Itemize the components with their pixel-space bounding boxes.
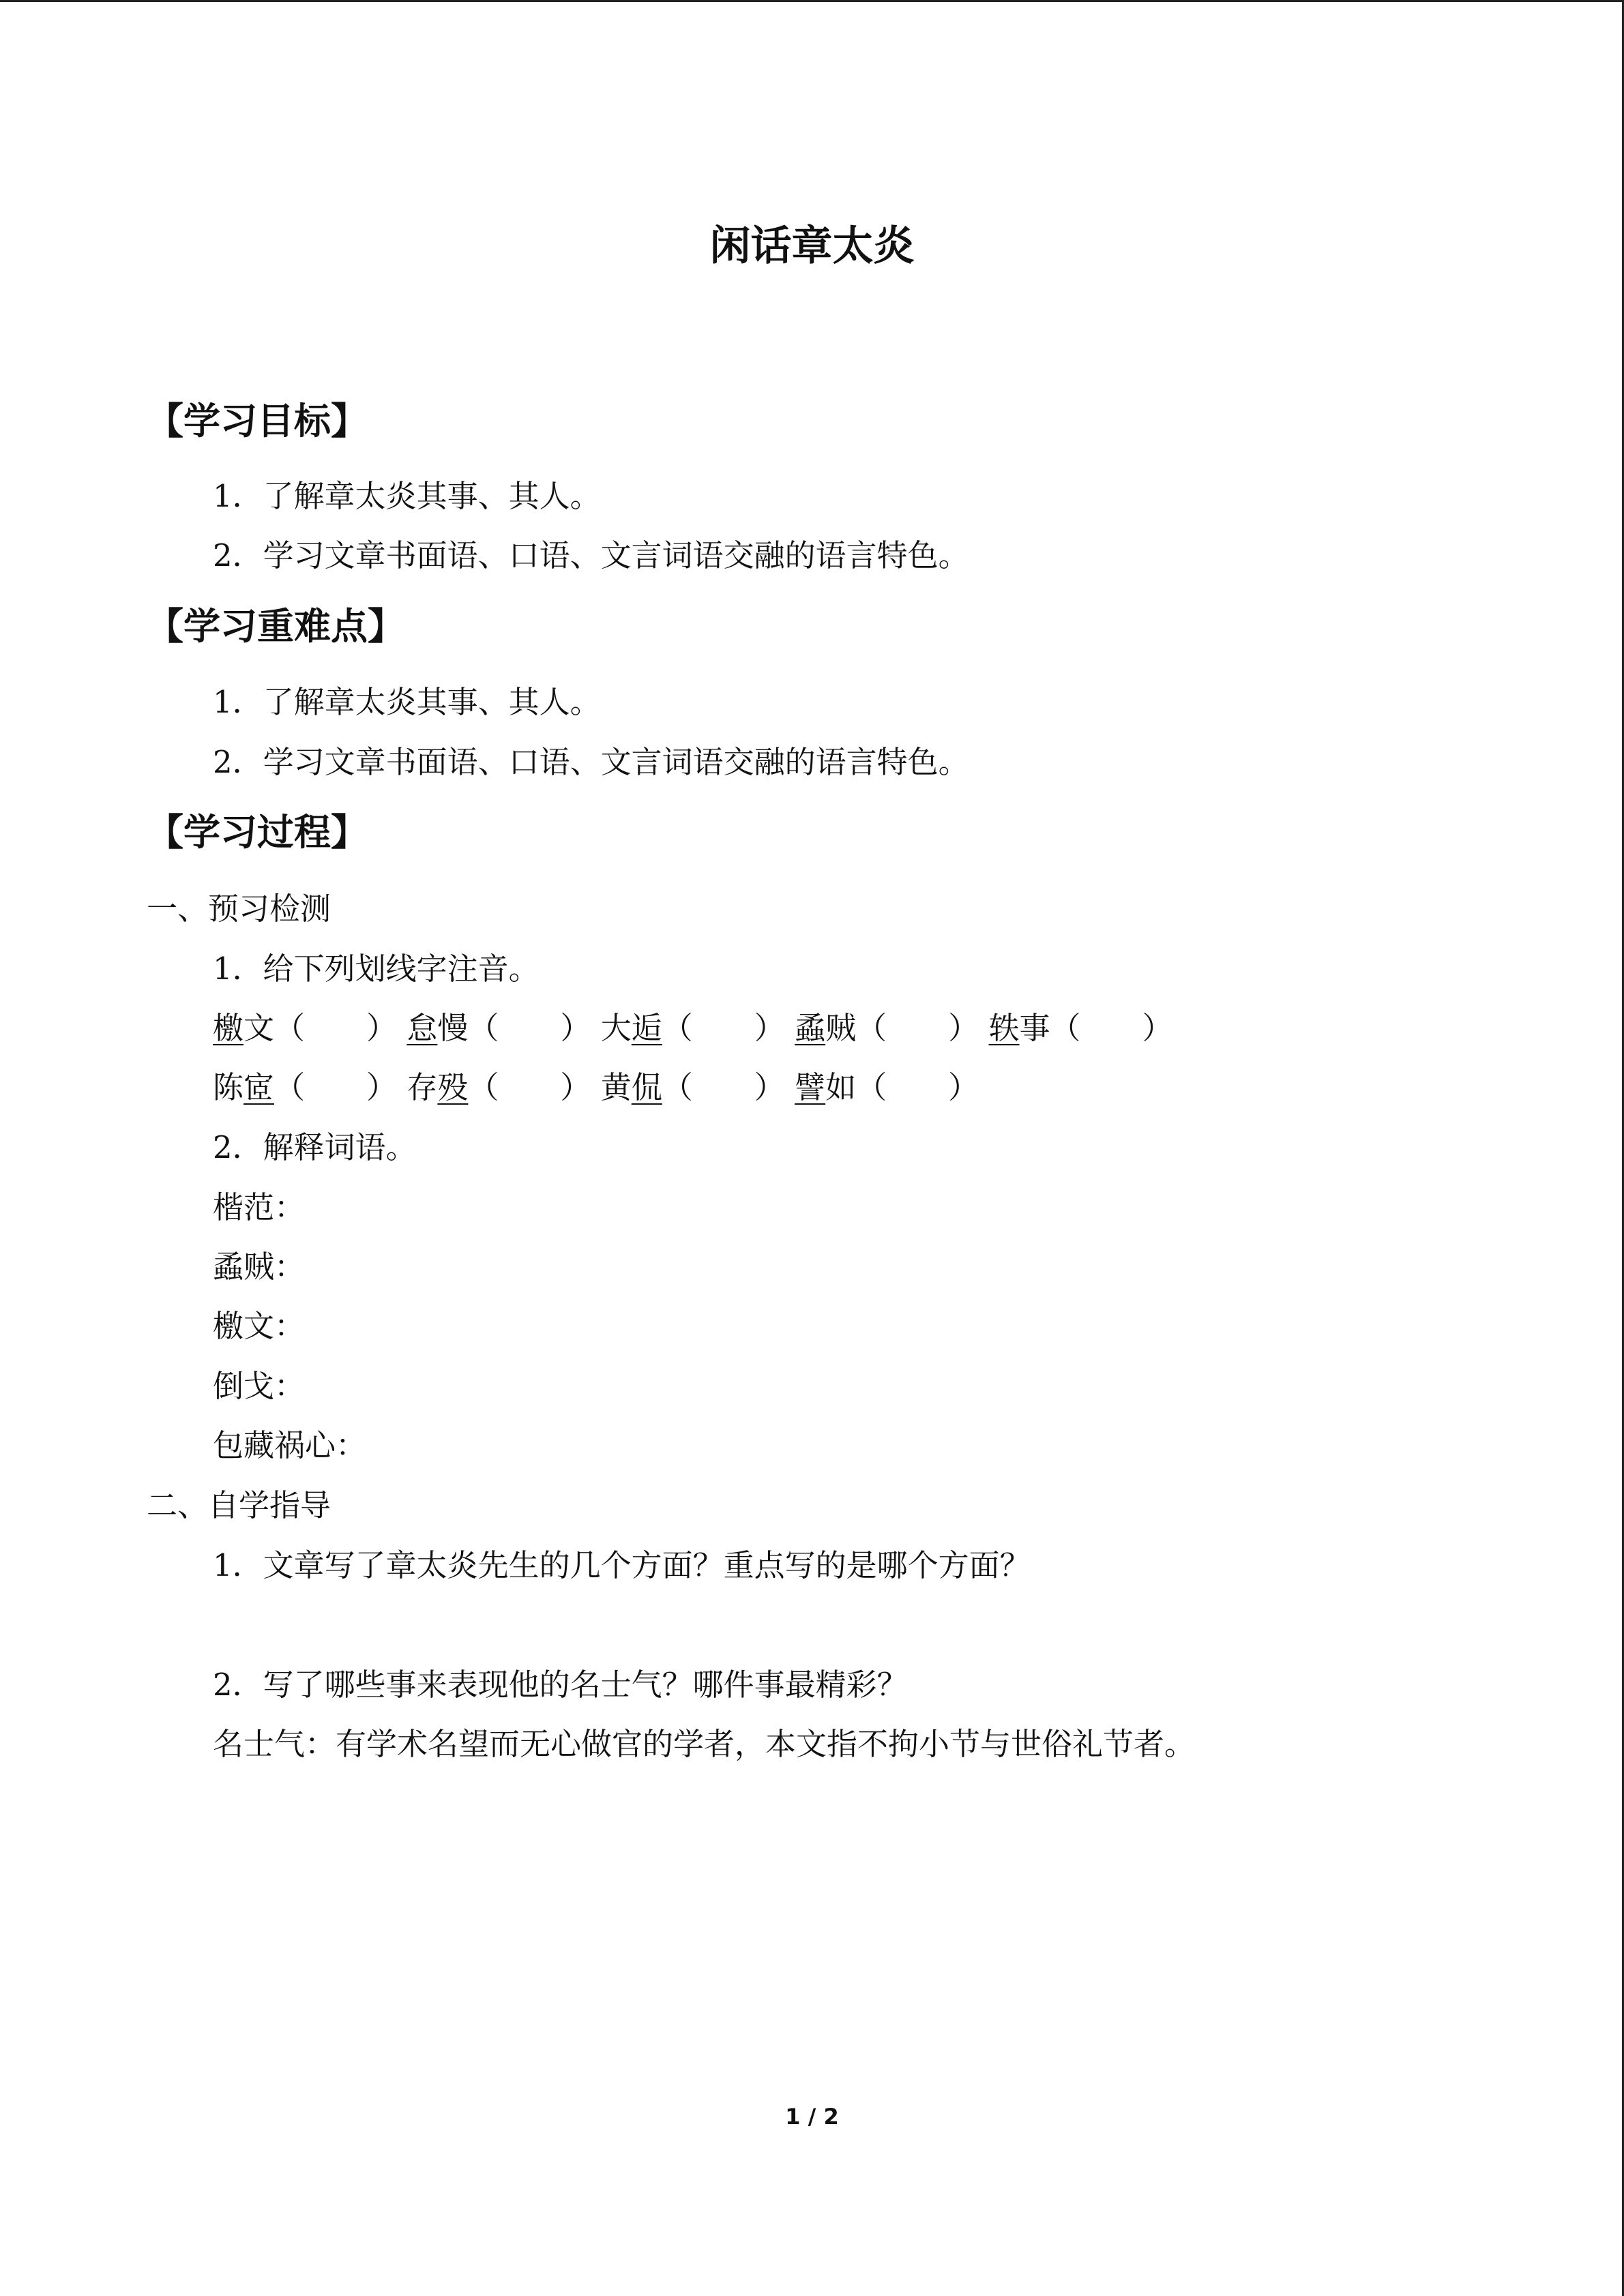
preview-label: 一、预习检测 [147, 891, 331, 927]
pinyin-word: 轶事 [988, 1010, 1050, 1046]
document-title: 闲话章太炎 [709, 222, 915, 270]
goal-item-2: 2．学习文章书面语、口语、文言词语交融的语言特色。 [213, 537, 969, 573]
term-4: 倒戈： [213, 1368, 306, 1404]
pinyin-row-1: 檄文（ ） 怠慢（ ） 大逅（ ） 蟊贼（ ） 轶事（ ） [213, 1010, 1173, 1046]
term-5: 包藏祸心： [213, 1427, 367, 1463]
term-3: 檄文： [213, 1308, 306, 1344]
guide-note: 名士气：有学术名望而无心做官的学者，本文指不拘小节与世俗礼节者。 [213, 1726, 1196, 1762]
pinyin-word: 譬如 [795, 1069, 857, 1105]
pinyin-word: 怠慢 [407, 1010, 469, 1046]
heading-key-points: 【学习重难点】 [147, 605, 404, 648]
paren-open: （ [274, 1010, 306, 1046]
pinyin-word: 存殁 [407, 1069, 469, 1105]
pinyin-word: 檄文 [213, 1010, 275, 1046]
guide-question-1: 1．文章写了章太炎先生的几个方面？重点写的是哪个方面？ [213, 1547, 1031, 1583]
paren-close: ） [366, 1010, 398, 1046]
pinyin-word: 陈宧 [213, 1069, 275, 1105]
pinyin-word: 蟊贼 [795, 1010, 857, 1046]
pinyin-word: 黄侃 [600, 1069, 662, 1105]
term-1: 楷范： [213, 1189, 306, 1225]
pinyin-word: 大逅 [600, 1010, 662, 1046]
preview-question-2: 2．解释词语。 [213, 1129, 417, 1165]
goal-item-1: 1．了解章太炎其事、其人。 [213, 478, 601, 514]
term-2: 蟊贼： [213, 1249, 306, 1285]
guide-label: 二、自学指导 [147, 1487, 331, 1523]
key-point-item-1: 1．了解章太炎其事、其人。 [213, 684, 601, 720]
heading-process: 【学习过程】 [147, 811, 368, 854]
pinyin-row-2: 陈宧（ ） 存殁（ ） 黄侃（ ） 譬如（ ） [213, 1069, 979, 1105]
page-number: 1 / 2 [785, 2104, 839, 2130]
preview-question-1: 1．给下列划线字注音。 [213, 951, 540, 987]
key-point-item-2: 2．学习文章书面语、口语、文言词语交融的语言特色。 [213, 744, 969, 780]
heading-goals: 【学习目标】 [147, 400, 368, 443]
guide-question-2: 2．写了哪些事来表现他的名士气？哪件事最精彩？ [213, 1667, 908, 1703]
